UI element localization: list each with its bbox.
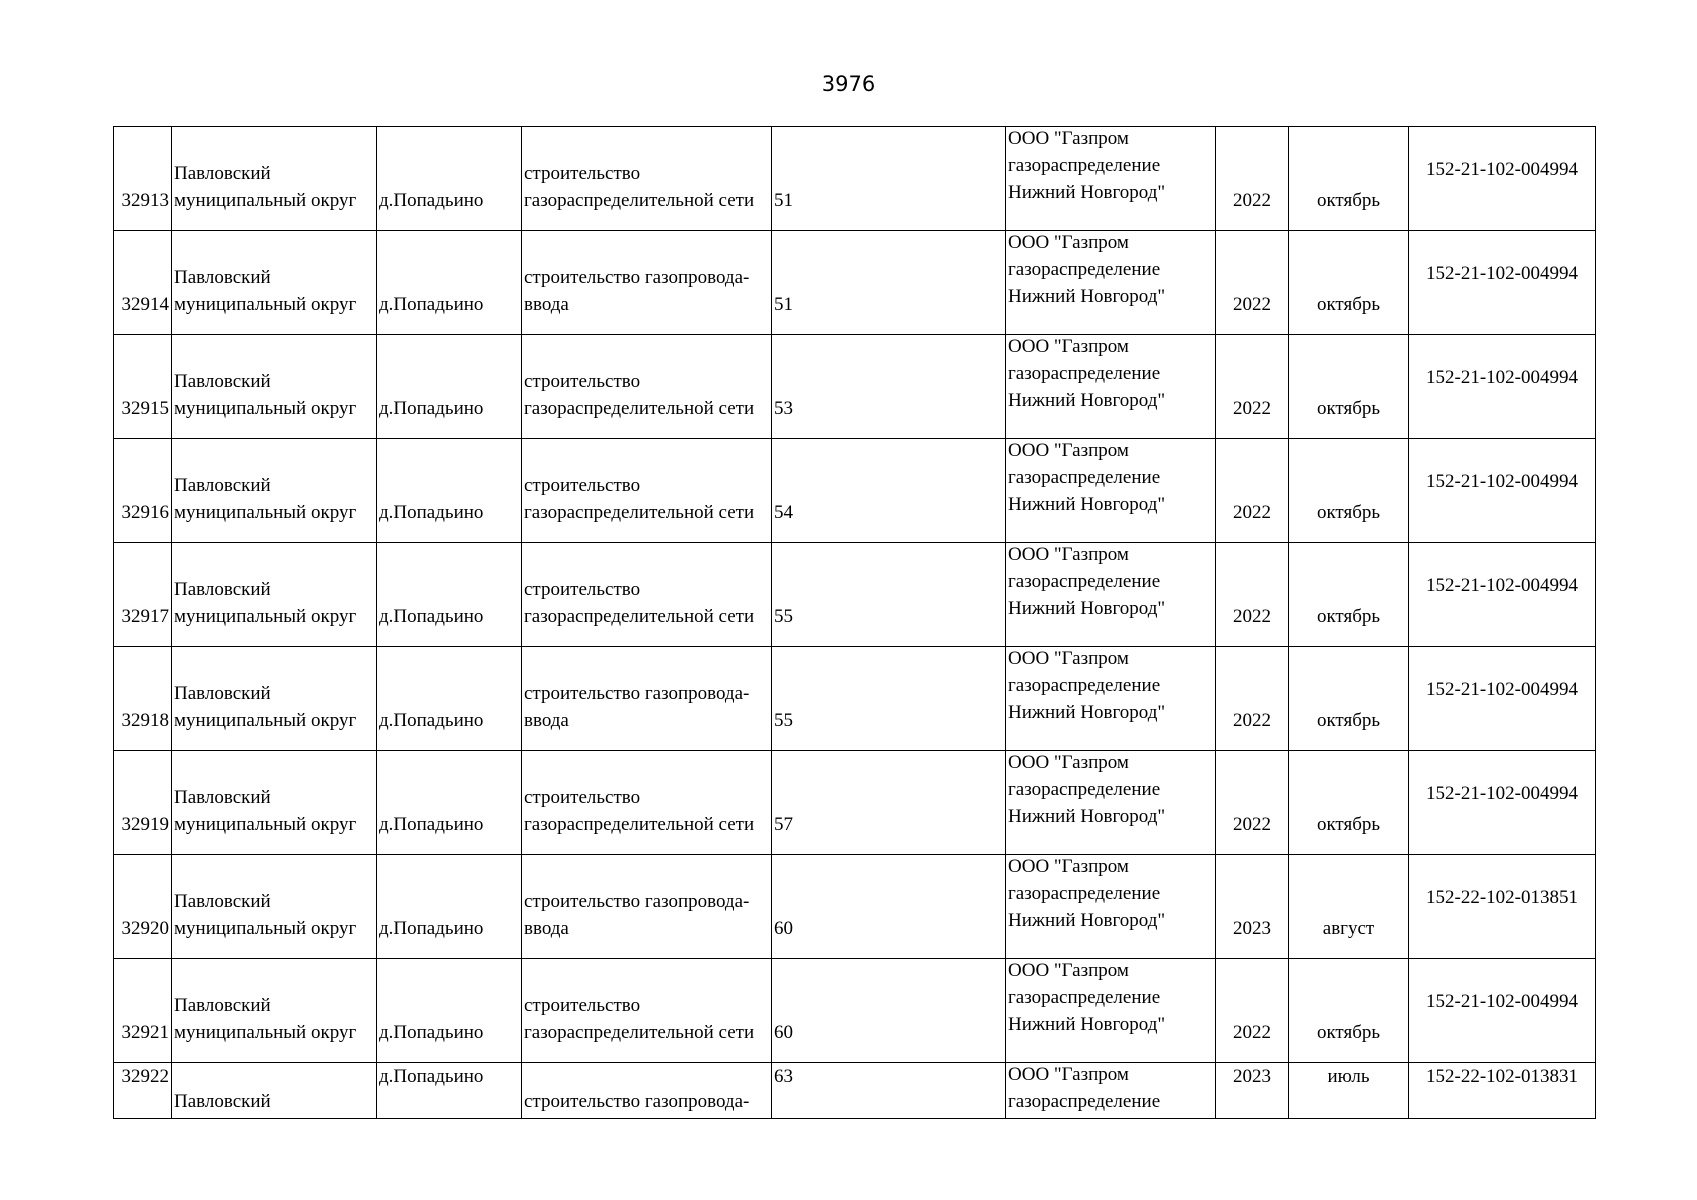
table-row (114, 647, 1596, 751)
organization-line: Нижний Новгород" (1008, 598, 1166, 619)
house-number: 51 (774, 294, 793, 315)
district (174, 472, 374, 526)
organization-line: ООО "Газпром (1008, 232, 1129, 253)
locality-cell (377, 855, 522, 959)
organization (1008, 855, 1213, 935)
month: октябрь (1316, 190, 1381, 211)
registry-table (113, 126, 1596, 1119)
organization-line: газораспределение (1008, 779, 1161, 800)
work-type (524, 784, 769, 838)
organization-line: Нижний Новгород" (1008, 702, 1166, 723)
table-row (114, 1063, 1596, 1119)
locality: д.Попадьино (379, 398, 484, 419)
table-row (114, 127, 1596, 231)
district (174, 888, 374, 942)
house-number-cell (772, 439, 1006, 543)
work-type-line: ввода (524, 918, 569, 939)
work-type-line: строительство (524, 163, 641, 184)
month: октябрь (1316, 294, 1381, 315)
organization-line: ООО "Газпром (1008, 960, 1129, 981)
year: 2022 (1233, 502, 1271, 523)
work-type-line: строительство (524, 579, 641, 600)
month: август (1322, 918, 1375, 939)
organization (1008, 543, 1213, 623)
work-type-cell (522, 439, 772, 543)
organization-cell (1006, 439, 1216, 543)
organization (1008, 439, 1213, 519)
locality: д.Попадьино (379, 294, 484, 315)
work-type-cell (522, 335, 772, 439)
district-line: муниципальный округ (174, 398, 357, 419)
month: октябрь (1316, 398, 1381, 419)
organization-line: ООО "Газпром (1008, 336, 1129, 357)
work-type (524, 992, 769, 1046)
work-type (524, 888, 769, 942)
district-line: Павловский (174, 163, 271, 184)
district (174, 680, 374, 734)
house-number-cell (772, 647, 1006, 751)
code-cell (1409, 231, 1596, 335)
registration-code: 152-21-102-004994 (1426, 367, 1578, 388)
row-number-cell (114, 647, 172, 751)
year: 2022 (1233, 294, 1271, 315)
organization (1008, 127, 1213, 207)
year-cell (1216, 335, 1289, 439)
work-type-line: газораспределительной сети (524, 606, 755, 627)
organization-line: газораспределение (1008, 467, 1161, 488)
month-cell (1289, 751, 1409, 855)
year: 2022 (1233, 1022, 1271, 1043)
locality: д.Попадьино (379, 190, 484, 211)
house-number: 60 (774, 918, 793, 939)
district-line: муниципальный округ (174, 710, 357, 731)
district-line: муниципальный округ (174, 502, 357, 523)
work-type-line: газораспределительной сети (524, 190, 755, 211)
organization (1008, 959, 1213, 1039)
registration-code: 152-22-102-013831 (1426, 1066, 1578, 1087)
district-line: муниципальный округ (174, 606, 357, 627)
registration-code: 152-22-102-013851 (1426, 887, 1578, 908)
month: октябрь (1316, 710, 1381, 731)
district-cell (172, 647, 377, 751)
work-type-line: строительство (524, 787, 641, 808)
house-number-cell (772, 335, 1006, 439)
organization-line: газораспределение (1008, 675, 1161, 696)
organization-line: ООО "Газпром (1008, 856, 1129, 877)
organization (1008, 751, 1213, 831)
year: 2022 (1233, 398, 1271, 419)
year: 2022 (1233, 814, 1271, 835)
organization-line: Нижний Новгород" (1008, 182, 1166, 203)
organization-cell (1006, 127, 1216, 231)
district-line: Павловский (174, 371, 271, 392)
house-number: 60 (774, 1022, 793, 1043)
locality: д.Попадьино (379, 1022, 484, 1043)
page-number: 3976 (821, 72, 876, 96)
work-type (524, 368, 769, 422)
row-number: 32922 (121, 1066, 169, 1087)
locality-cell (377, 959, 522, 1063)
locality-cell (377, 127, 522, 231)
month-cell (1289, 335, 1409, 439)
house-number: 54 (774, 502, 793, 523)
district: Павловский (174, 1091, 271, 1112)
organization-cell (1006, 647, 1216, 751)
district-cell (172, 231, 377, 335)
organization-line: ООО "Газпром (1008, 1064, 1129, 1085)
year: 2022 (1233, 190, 1271, 211)
row-number: 32920 (121, 918, 169, 939)
year-cell (1216, 647, 1289, 751)
month: октябрь (1316, 814, 1381, 835)
district-cell (172, 439, 377, 543)
month-cell (1289, 855, 1409, 959)
row-number: 32919 (121, 814, 169, 835)
work-type (524, 472, 769, 526)
house-number-cell (772, 855, 1006, 959)
month-cell (1289, 647, 1409, 751)
work-type (524, 576, 769, 630)
organization (1008, 335, 1213, 415)
work-type: строительство газопровода- (524, 1091, 750, 1112)
row-number: 32917 (121, 606, 169, 627)
organization (1008, 1063, 1213, 1116)
table-row (114, 335, 1596, 439)
organization (1008, 231, 1213, 311)
organization-line: газораспределение (1008, 1091, 1161, 1112)
district (174, 368, 374, 422)
work-type-cell (522, 127, 772, 231)
organization-line: Нижний Новгород" (1008, 1014, 1166, 1035)
registration-code: 152-21-102-004994 (1426, 575, 1578, 596)
district-line: Павловский (174, 995, 271, 1016)
table-row (114, 959, 1596, 1063)
locality-cell (377, 335, 522, 439)
code-cell (1409, 647, 1596, 751)
organization-line: ООО "Газпром (1008, 128, 1129, 149)
registration-code: 152-21-102-004994 (1426, 783, 1578, 804)
month-cell (1289, 127, 1409, 231)
work-type-cell (522, 855, 772, 959)
row-number-cell (114, 335, 172, 439)
house-number: 55 (774, 710, 793, 731)
house-number-cell (772, 231, 1006, 335)
organization-line: газораспределение (1008, 883, 1161, 904)
registration-code: 152-21-102-004994 (1426, 263, 1578, 284)
year-cell (1216, 959, 1289, 1063)
code-cell (1409, 335, 1596, 439)
locality: д.Попадьино (379, 606, 484, 627)
house-number-cell (772, 127, 1006, 231)
house-number-cell (772, 543, 1006, 647)
house-number-cell (772, 751, 1006, 855)
organization-line: газораспределение (1008, 987, 1161, 1008)
district (174, 784, 374, 838)
organization-line: Нижний Новгород" (1008, 806, 1166, 827)
work-type-line: газораспределительной сети (524, 502, 755, 523)
organization-cell (1006, 751, 1216, 855)
district-line: муниципальный округ (174, 190, 357, 211)
year-cell (1216, 439, 1289, 543)
work-type-cell (522, 231, 772, 335)
house-number-cell (772, 1063, 1006, 1119)
district-line: Павловский (174, 579, 271, 600)
year: 2022 (1233, 710, 1271, 731)
year-cell (1216, 1063, 1289, 1119)
registration-code: 152-21-102-004994 (1426, 991, 1578, 1012)
row-number: 32921 (121, 1022, 169, 1043)
year-cell (1216, 751, 1289, 855)
organization-cell (1006, 543, 1216, 647)
row-number-cell (114, 231, 172, 335)
organization-line: ООО "Газпром (1008, 544, 1129, 565)
work-type-cell (522, 543, 772, 647)
work-type-line: газораспределительной сети (524, 398, 755, 419)
organization-line: газораспределение (1008, 363, 1161, 384)
registration-code: 152-21-102-004994 (1426, 159, 1578, 180)
locality-cell (377, 1063, 522, 1119)
work-type-line: ввода (524, 294, 569, 315)
district-line: муниципальный округ (174, 294, 357, 315)
row-number-cell (114, 543, 172, 647)
work-type-line: строительство газопровода- (524, 683, 750, 704)
work-type (524, 160, 769, 214)
locality-cell (377, 439, 522, 543)
work-type-line: строительство газопровода- (524, 267, 750, 288)
locality: д.Попадьино (379, 502, 484, 523)
district-cell (172, 543, 377, 647)
district-line: Павловский (174, 787, 271, 808)
work-type-line: строительство (524, 371, 641, 392)
work-type-cell (522, 1063, 772, 1119)
locality-cell (377, 231, 522, 335)
organization-line: Нижний Новгород" (1008, 910, 1166, 931)
year-cell (1216, 855, 1289, 959)
district-cell (172, 959, 377, 1063)
code-cell (1409, 959, 1596, 1063)
row-number: 32913 (121, 190, 169, 211)
district-cell (172, 1063, 377, 1119)
row-number-cell (114, 127, 172, 231)
house-number: 55 (774, 606, 793, 627)
organization-line: газораспределение (1008, 155, 1161, 176)
year: 2023 (1233, 1066, 1271, 1087)
work-type-cell (522, 751, 772, 855)
organization-line: Нижний Новгород" (1008, 494, 1166, 515)
locality: д.Попадьино (379, 814, 484, 835)
organization-line: Нижний Новгород" (1008, 286, 1166, 307)
registration-code: 152-21-102-004994 (1426, 471, 1578, 492)
row-number: 32915 (121, 398, 169, 419)
month-cell (1289, 439, 1409, 543)
district-cell (172, 127, 377, 231)
locality: д.Попадьино (379, 918, 484, 939)
table-row (114, 439, 1596, 543)
district-cell (172, 751, 377, 855)
code-cell (1409, 439, 1596, 543)
month-cell (1289, 959, 1409, 1063)
table-row (114, 543, 1596, 647)
row-number: 32918 (121, 710, 169, 731)
organization-cell (1006, 231, 1216, 335)
month: июль (1327, 1066, 1370, 1087)
house-number-cell (772, 959, 1006, 1063)
code-cell (1409, 543, 1596, 647)
organization-line: ООО "Газпром (1008, 648, 1129, 669)
table-row (114, 231, 1596, 335)
work-type-line: ввода (524, 710, 569, 731)
district-line: Павловский (174, 683, 271, 704)
month-cell (1289, 1063, 1409, 1119)
work-type (524, 264, 769, 318)
year-cell (1216, 127, 1289, 231)
row-number-cell (114, 751, 172, 855)
registration-code: 152-21-102-004994 (1426, 679, 1578, 700)
locality: д.Попадьино (379, 710, 484, 731)
year: 2023 (1233, 918, 1271, 939)
organization-line: газораспределение (1008, 571, 1161, 592)
year-cell (1216, 543, 1289, 647)
house-number: 51 (774, 190, 793, 211)
row-number-cell (114, 439, 172, 543)
locality: д.Попадьино (379, 1066, 484, 1087)
work-type-line: строительство (524, 475, 641, 496)
district (174, 264, 374, 318)
house-number: 57 (774, 814, 793, 835)
work-type-line: строительство (524, 995, 641, 1016)
district-cell (172, 335, 377, 439)
row-number: 32914 (121, 294, 169, 315)
code-cell (1409, 751, 1596, 855)
work-type-line: строительство газопровода- (524, 891, 750, 912)
district (174, 576, 374, 630)
district-line: муниципальный округ (174, 814, 357, 835)
work-type-line: газораспределительной сети (524, 814, 755, 835)
organization-cell (1006, 855, 1216, 959)
locality-cell (377, 647, 522, 751)
year-cell (1216, 231, 1289, 335)
district-cell (172, 855, 377, 959)
row-number-cell (114, 1063, 172, 1119)
district (174, 160, 374, 214)
district-line: Павловский (174, 267, 271, 288)
month-cell (1289, 231, 1409, 335)
district (174, 992, 374, 1046)
month: октябрь (1316, 502, 1381, 523)
organization-line: газораспределение (1008, 259, 1161, 280)
row-number: 32916 (121, 502, 169, 523)
month-cell (1289, 543, 1409, 647)
work-type-line: газораспределительной сети (524, 1022, 755, 1043)
code-cell (1409, 127, 1596, 231)
organization-cell (1006, 1063, 1216, 1119)
organization-line: Нижний Новгород" (1008, 390, 1166, 411)
organization-line: ООО "Газпром (1008, 752, 1129, 773)
table-row (114, 751, 1596, 855)
house-number: 63 (774, 1066, 793, 1087)
organization-line: ООО "Газпром (1008, 440, 1129, 461)
organization (1008, 647, 1213, 727)
organization-cell (1006, 335, 1216, 439)
work-type-cell (522, 647, 772, 751)
locality-cell (377, 543, 522, 647)
district-line: муниципальный округ (174, 1022, 357, 1043)
row-number-cell (114, 959, 172, 1063)
year: 2022 (1233, 606, 1271, 627)
organization-cell (1006, 959, 1216, 1063)
row-number-cell (114, 855, 172, 959)
locality-cell (377, 751, 522, 855)
month: октябрь (1316, 606, 1381, 627)
month: октябрь (1316, 1022, 1381, 1043)
table-row (114, 855, 1596, 959)
work-type (524, 680, 769, 734)
code-cell (1409, 855, 1596, 959)
house-number: 53 (774, 398, 793, 419)
district-line: Павловский (174, 891, 271, 912)
district-line: Павловский (174, 475, 271, 496)
work-type-cell (522, 959, 772, 1063)
registration-code-cell (1409, 1063, 1596, 1119)
district-line: муниципальный округ (174, 918, 357, 939)
